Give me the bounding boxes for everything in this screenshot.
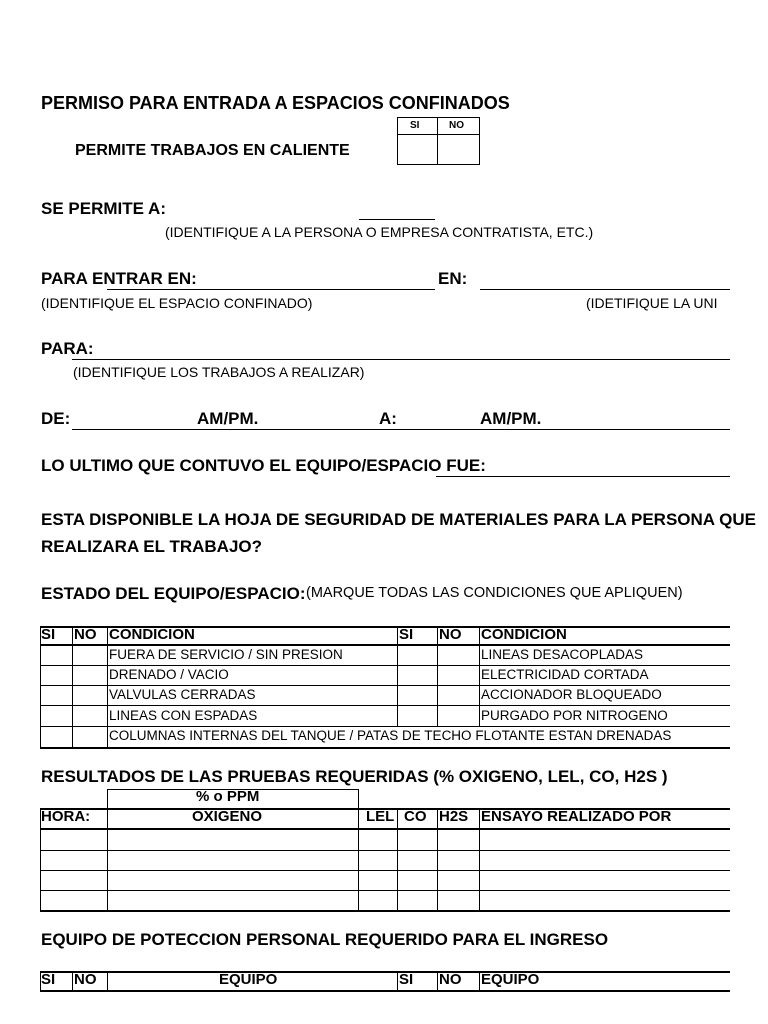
last-content-label: LO ULTIMO QUE CONTUVO EL EQUIPO/ESPACIO FUE: — [41, 456, 486, 475]
allowed-to-hint: (IDENTIFIQUE A LA PERSONA O EMPRESA CONTRATISTA, ETC.) — [165, 224, 594, 240]
oxigeno-header: OXIGENO — [192, 808, 263, 825]
tests-label: RESULTADOS DE LAS PRUEBAS REQUERIDAS (% OXIGENO, LEL, CO, H2S ) — [41, 767, 668, 786]
ppm-header: % o PPM — [196, 788, 260, 805]
from-ampm: AM/PM. — [197, 409, 259, 428]
page-title: PERMISO PARA ENTRADA A ESPACIOS CONFINADOS — [41, 93, 510, 113]
state-condition-header: CONDICION — [109, 626, 195, 643]
hot-work-si-checkbox[interactable] — [399, 136, 436, 164]
condition-right: ACCIONADOR BLOQUEADO — [481, 687, 662, 702]
ppe-label: EQUIPO DE POTECCION PERSONAL REQUERIDO PARA EL INGRESO — [41, 930, 609, 949]
condition-right: ELECTRICIDAD CORTADA — [481, 667, 649, 682]
condition-right: LINEAS DESACOPLADAS — [481, 647, 644, 662]
ensayo-header: ENSAYO REALIZADO POR — [481, 808, 672, 825]
condition-last: COLUMNAS INTERNAS DEL TANQUE / PATAS DE TECHO FLOTANTE ESTAN DRENADAS — [109, 728, 672, 743]
ppe-equipo2-header: EQUIPO — [481, 971, 540, 988]
enter-in-field[interactable] — [107, 289, 435, 290]
msds-question-line1: ESTA DISPONIBLE LA HOJA DE SEGURIDAD DE MATERIALES PARA LA PERSONA QUE — [41, 510, 756, 529]
state-si2-header: SI — [399, 626, 414, 643]
ppe-si-header: SI — [41, 971, 56, 988]
to-ampm: AM/PM. — [480, 409, 542, 428]
condition-left: LINEAS CON ESPADAS — [109, 708, 258, 723]
en-hint: (IDETIFIQUE LA UNI — [586, 295, 718, 311]
hot-work-si-header: SI — [410, 120, 420, 131]
h2s-header: H2S — [439, 808, 469, 825]
lel-header: LEL — [366, 808, 395, 825]
allowed-to-label: SE PERMITE A: — [41, 199, 166, 218]
ppe-equipo-header: EQUIPO — [219, 971, 278, 988]
condition-left: DRENADO / VACIO — [109, 667, 229, 682]
condition-left: FUERA DE SERVICIO / SIN PRESION — [109, 647, 343, 662]
hot-work-no-checkbox[interactable] — [439, 136, 479, 164]
ppe-no-header: NO — [74, 971, 97, 988]
msds-question-line2: REALIZARA EL TRABAJO? — [41, 537, 262, 556]
en-label: EN: — [438, 269, 468, 288]
ppe-si2-header: SI — [399, 971, 414, 988]
hot-work-label: PERMITE TRABAJOS EN CALIENTE — [75, 142, 350, 159]
from-label: DE: — [41, 409, 71, 428]
time-field[interactable] — [72, 429, 730, 430]
enter-in-label: PARA ENTRAR EN: — [41, 269, 197, 288]
state-no2-header: NO — [439, 626, 462, 643]
state-hint: (MARQUE TODAS LAS CONDICIONES QUE APLIQUEN) — [306, 585, 683, 601]
state-no-header: NO — [74, 626, 97, 643]
state-label: ESTADO DEL EQUIPO/ESPACIO: — [41, 584, 306, 603]
purpose-label: PARA: — [41, 339, 94, 358]
condition-left: VALVULAS CERRADAS — [109, 687, 256, 702]
purpose-hint: (IDENTIFIQUE LOS TRABAJOS A REALIZAR) — [73, 364, 365, 380]
hora-header: HORA: — [41, 808, 91, 825]
state-condition2-header: CONDICION — [481, 626, 567, 643]
hot-work-no-header: NO — [449, 120, 464, 131]
en-field[interactable] — [480, 289, 730, 290]
condition-right: PURGADO POR NITROGENO — [481, 708, 668, 723]
allowed-to-field[interactable] — [359, 219, 435, 220]
state-si-header: SI — [41, 626, 56, 643]
enter-in-hint: (IDENTIFIQUE EL ESPACIO CONFINADO) — [41, 295, 313, 311]
purpose-field[interactable] — [72, 359, 730, 360]
ppe-no2-header: NO — [439, 971, 462, 988]
co-header: CO — [404, 808, 427, 825]
to-label: A: — [379, 409, 397, 428]
last-content-field[interactable] — [436, 476, 730, 477]
